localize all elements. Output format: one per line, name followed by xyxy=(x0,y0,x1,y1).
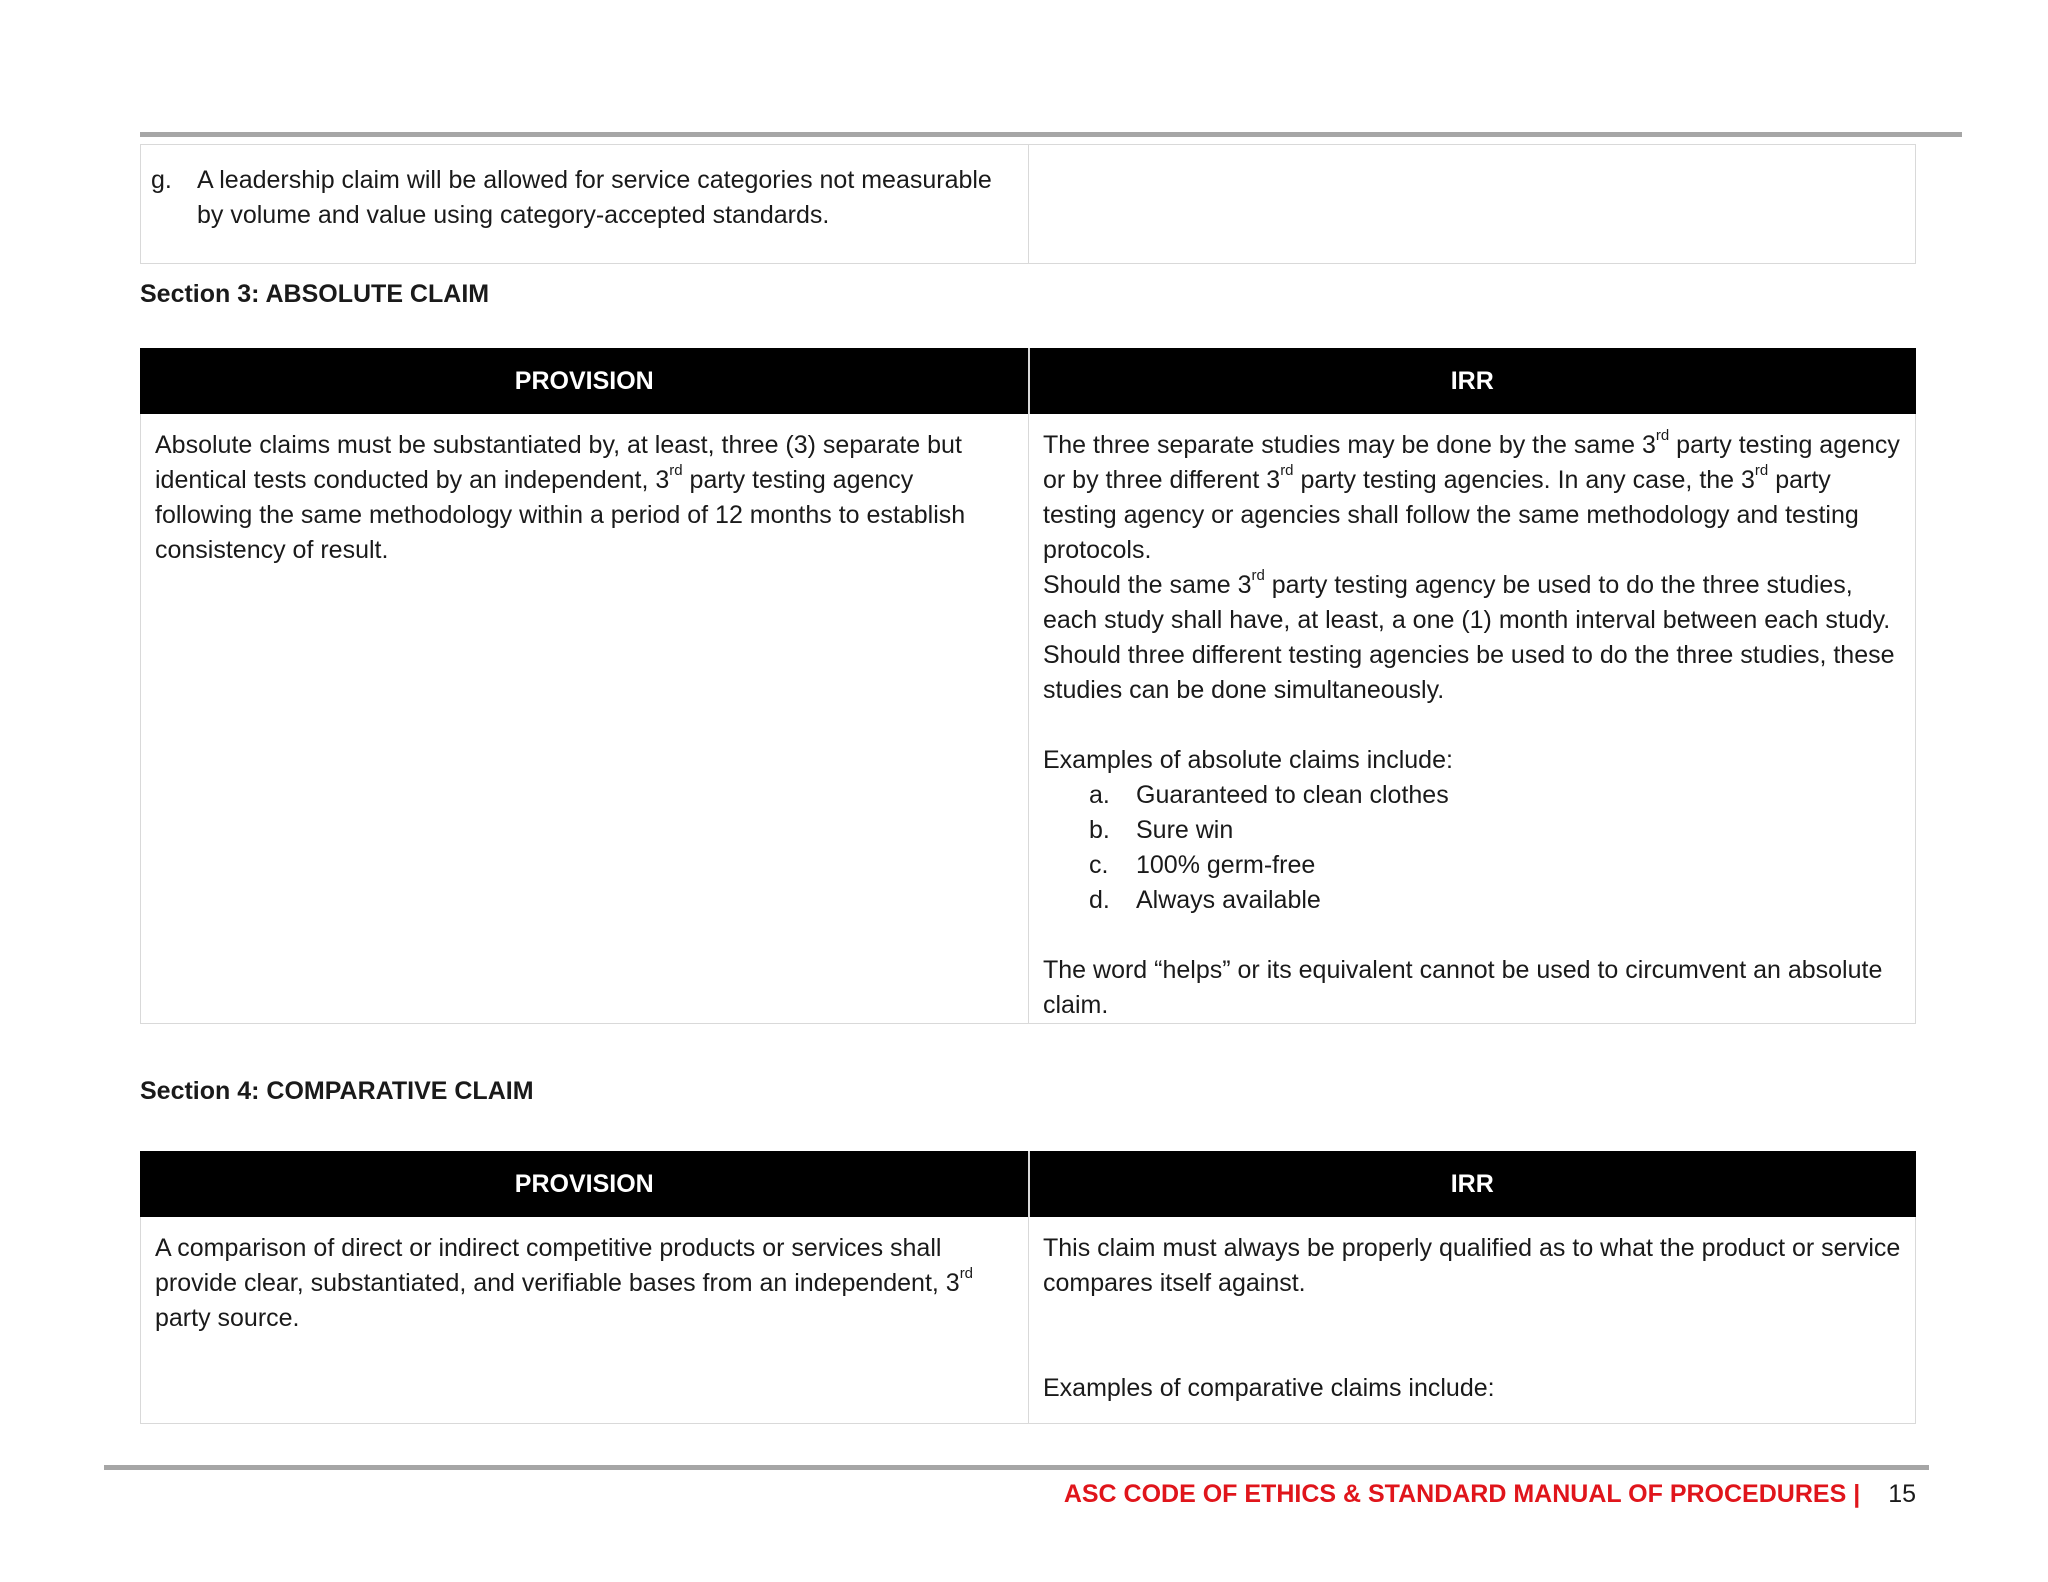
examples-intro: Examples of absolute claims include: xyxy=(1043,746,1453,774)
absolute-claim-table xyxy=(140,348,1916,1024)
page-number: 15 xyxy=(1888,1480,1916,1508)
table-row xyxy=(141,1217,1916,1424)
comparative-claim-table xyxy=(140,1151,1916,1424)
provision-cell xyxy=(141,414,1029,1024)
list-item: d. Always available xyxy=(1089,886,1321,914)
list-item: c. 100% germ-free xyxy=(1089,851,1316,879)
table-header-row xyxy=(141,349,1916,414)
irr-paragraph-interval: Should the same 3rd party testing agency be used to do the three studies, each study shall have, at least, a one (1) month interval between each study. Should three different testing agencies be used to do the three studies, these studies can be done simultaneously. xyxy=(1043,566,1895,704)
section-3-heading: Section 3: ABSOLUTE CLAIM xyxy=(140,280,490,308)
page-footer xyxy=(1064,1480,1916,1509)
provision-text: A comparison of direct or indirect competitive products or services shall provide clear, substantiated, and verifiable bases from an independent, 3rd party source. xyxy=(155,1234,974,1332)
irr-paragraph: This claim must always be properly qualified as to what the product or service compares itself against. xyxy=(1043,1234,1901,1297)
list-item: a. Guaranteed to clean clothes xyxy=(1089,781,1449,809)
irr-cell xyxy=(1029,414,1916,1024)
helps-note: The word “helps” or its equivalent cannot be used to circumvent an absolute claim. xyxy=(1043,956,1883,1019)
provision-column-header: PROVISION xyxy=(141,1152,1029,1217)
leadership-claim-table xyxy=(140,144,1916,264)
provision-cell xyxy=(141,1217,1029,1424)
table-row xyxy=(141,145,1916,264)
irr-cell xyxy=(1029,1217,1916,1424)
provision-column-header: PROVISION xyxy=(141,349,1029,414)
header-rule xyxy=(140,132,1962,137)
examples-intro: Examples of comparative claims include: xyxy=(1043,1374,1495,1402)
list-marker: g. xyxy=(151,166,172,194)
footer-rule xyxy=(104,1465,1929,1470)
provision-cell xyxy=(141,145,1029,264)
table-row xyxy=(141,414,1916,1024)
list-item xyxy=(151,163,1014,233)
section-4-heading: Section 4: COMPARATIVE CLAIM xyxy=(140,1077,534,1105)
irr-column-header: IRR xyxy=(1029,1152,1916,1217)
list-item-text: A leadership claim will be allowed for service categories not measurable by volume and value using category-accepted standards. xyxy=(197,166,992,229)
provision-text: Absolute claims must be substantiated by, at least, three (3) separate but identical tests conducted by an independent, 3rd party testing agency following the same methodology within a period of 12 months to establish consistency of result. xyxy=(155,431,966,564)
examples-list xyxy=(1043,778,1901,918)
irr-cell xyxy=(1029,145,1916,264)
footer-title: ASC CODE OF ETHICS & STANDARD MANUAL OF PROCEDURES | xyxy=(1063,1480,1861,1508)
table-header-row xyxy=(141,1152,1916,1217)
list-item: b. Sure win xyxy=(1089,816,1234,844)
irr-paragraph-methodology: The three separate studies may be done by the same 3rd party testing agency or by three different 3rd party testing agencies. In any case, the 3rd party testing agency or agencies shall follow the same methodology and testing protocols. xyxy=(1043,426,1900,564)
irr-column-header: IRR xyxy=(1029,349,1916,414)
